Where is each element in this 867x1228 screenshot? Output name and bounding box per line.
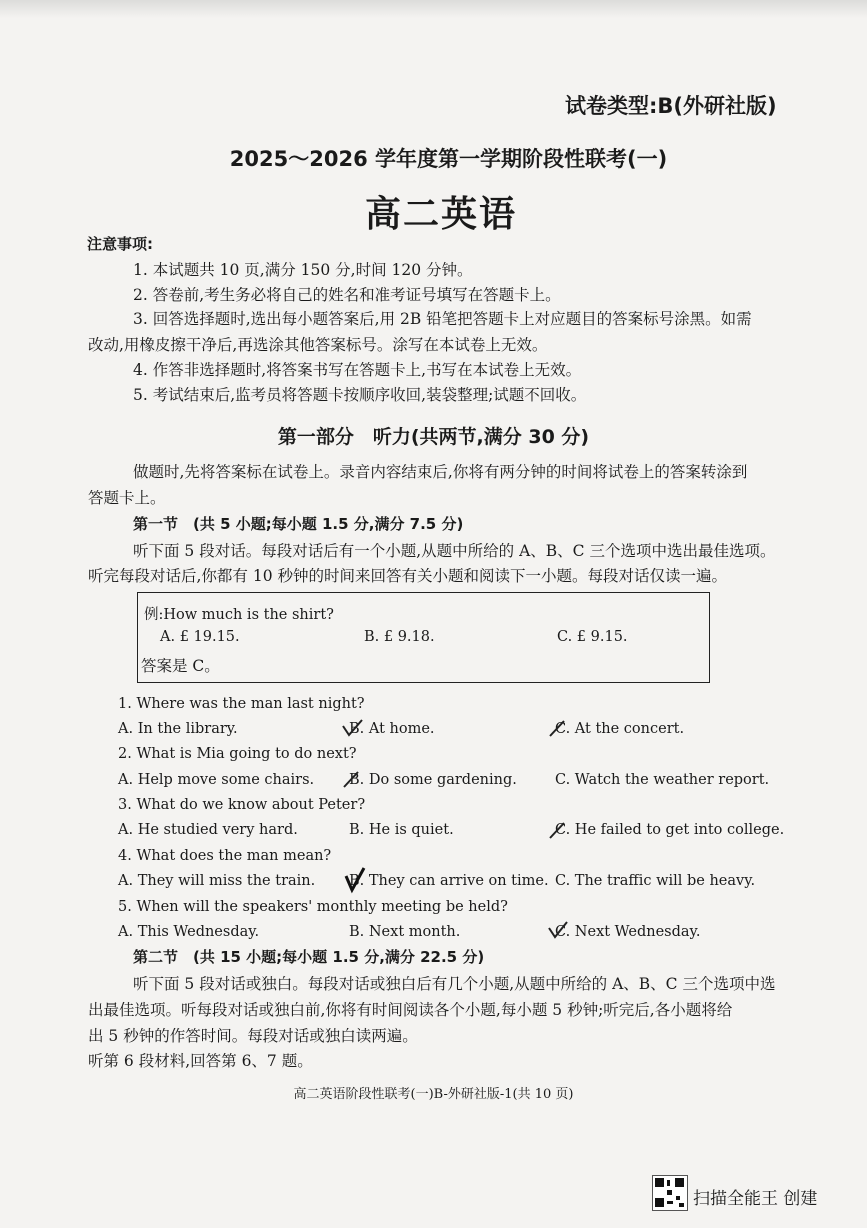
example-box: [137, 592, 710, 683]
section1-heading: 第一节 (共 5 小题;每小题 1.5 分,满分 7.5 分): [133, 515, 464, 533]
section2-instructions-line2: 出最佳选项。听每段对话或独白前,你将有时间阅读各个小题,每小题 5 秒钟;听完后,各小题将给: [88, 1001, 733, 1019]
exam-title: 2025～2026 学年度第一学期阶段性联考(一): [229, 147, 668, 171]
question-5: 5. When will the speakers' monthly meeting be held?: [118, 899, 508, 915]
pen-check-mark-icon: [340, 718, 366, 740]
page-footer: 高二英语阶段性联考(一)B-外研社版-1(共 10 页): [293, 1087, 574, 1102]
pen-slash-mark-icon: [546, 820, 568, 842]
example-question: 例:How much is the shirt?: [144, 607, 334, 623]
section2-instructions-line4: 听第 6 段材料,回答第 6、7 题。: [88, 1052, 313, 1070]
question-1-option-a: A. In the library.: [118, 721, 238, 737]
notice-item-2: 2. 答卷前,考生务必将自己的姓名和准考证号填写在答题卡上。: [133, 286, 561, 304]
part1-intro-line2: 答题卡上。: [88, 489, 166, 507]
question-3-option-c: C. He failed to get into college.: [555, 822, 785, 838]
paper-type-label: 试卷类型:B(外研社版): [565, 94, 777, 118]
example-answer: 答案是 C。: [141, 657, 220, 675]
notice-item-4: 4. 作答非选择题时,将答案书写在答题卡上,书写在本试卷上无效。: [133, 361, 582, 379]
question-1-option-c: C. At the concert.: [555, 721, 685, 737]
part1-intro-line1: 做题时,先将答案标在试卷上。录音内容结束后,你将有两分钟的时间将试卷上的答案转涂到: [133, 463, 748, 481]
example-option-a: A. £ 19.15.: [160, 629, 240, 645]
qr-code-icon: [652, 1175, 688, 1211]
question-2: 2. What is Mia going to do next?: [118, 746, 357, 762]
notice-item-1: 1. 本试题共 10 页,满分 150 分,时间 120 分钟。: [133, 261, 473, 279]
question-1-option-b: B. At home.: [349, 721, 435, 737]
question-2-option-b: B. Do some gardening.: [349, 772, 517, 788]
notice-item-3: 3. 回答选择题时,选出每小题答案后,用 2B 铅笔把答题卡上对应题目的答案标号涂黑。如需: [133, 310, 752, 328]
question-1: 1. Where was the man last night?: [118, 696, 365, 712]
scan-shadow: [0, 0, 867, 18]
question-5-option-a: A. This Wednesday.: [118, 924, 260, 940]
question-4: 4. What does the man mean?: [118, 848, 332, 864]
section2-instructions-line1: 听下面 5 段对话或独白。每段对话或独白后有几个小题,从题中所给的 A、B、C 三个选项中选: [133, 975, 776, 993]
example-option-b: B. £ 9.18.: [364, 629, 435, 645]
pen-check-mark-icon: [546, 920, 570, 942]
question-4-option-a: A. They will miss the train.: [118, 873, 316, 889]
section1-instructions-line2: 听完每段对话后,你都有 10 秒钟的时间来回答有关小题和阅读下一小题。每段对话仅读一遍。: [88, 567, 728, 585]
notice-item-3-cont: 改动,用橡皮擦干净后,再选涂其他答案标号。涂写在本试卷上无效。: [88, 336, 548, 354]
pen-check-mark-icon: [342, 866, 368, 896]
question-4-option-c: C. The traffic will be heavy.: [555, 873, 756, 889]
section1-instructions-line1: 听下面 5 段对话。每段对话后有一个小题,从题中所给的 A、B、C 三个选项中选出最佳选项。: [133, 542, 776, 560]
question-2-option-c: C. Watch the weather report.: [555, 772, 770, 788]
question-5-option-b: B. Next month.: [349, 924, 461, 940]
question-5-option-c: C. Next Wednesday.: [555, 924, 701, 940]
question-3-option-a: A. He studied very hard.: [118, 822, 298, 838]
question-3: 3. What do we know about Peter?: [118, 797, 366, 813]
notice-item-5: 5. 考试结束后,监考员将答题卡按顺序收回,装袋整理;试题不回收。: [133, 386, 587, 404]
pen-slash-mark-icon: [546, 718, 568, 740]
part1-heading: 第一部分 听力(共两节,满分 30 分): [277, 426, 590, 448]
question-4-option-b: B. They can arrive on time.: [349, 873, 549, 889]
subject-title: 高二英语: [364, 194, 517, 235]
pen-slash-mark-icon: [340, 769, 362, 791]
scanner-watermark: 扫描全能王 创建: [693, 1189, 818, 1209]
question-3-option-b: B. He is quiet.: [349, 822, 454, 838]
question-2-option-a: A. Help move some chairs.: [118, 772, 315, 788]
section2-instructions-line3: 出 5 秒钟的作答时间。每段对话或独白读两遍。: [88, 1027, 418, 1045]
notice-heading: 注意事项:: [87, 235, 153, 253]
example-option-c: C. £ 9.15.: [557, 629, 628, 645]
section2-heading: 第二节 (共 15 小题;每小题 1.5 分,满分 22.5 分): [133, 948, 485, 966]
